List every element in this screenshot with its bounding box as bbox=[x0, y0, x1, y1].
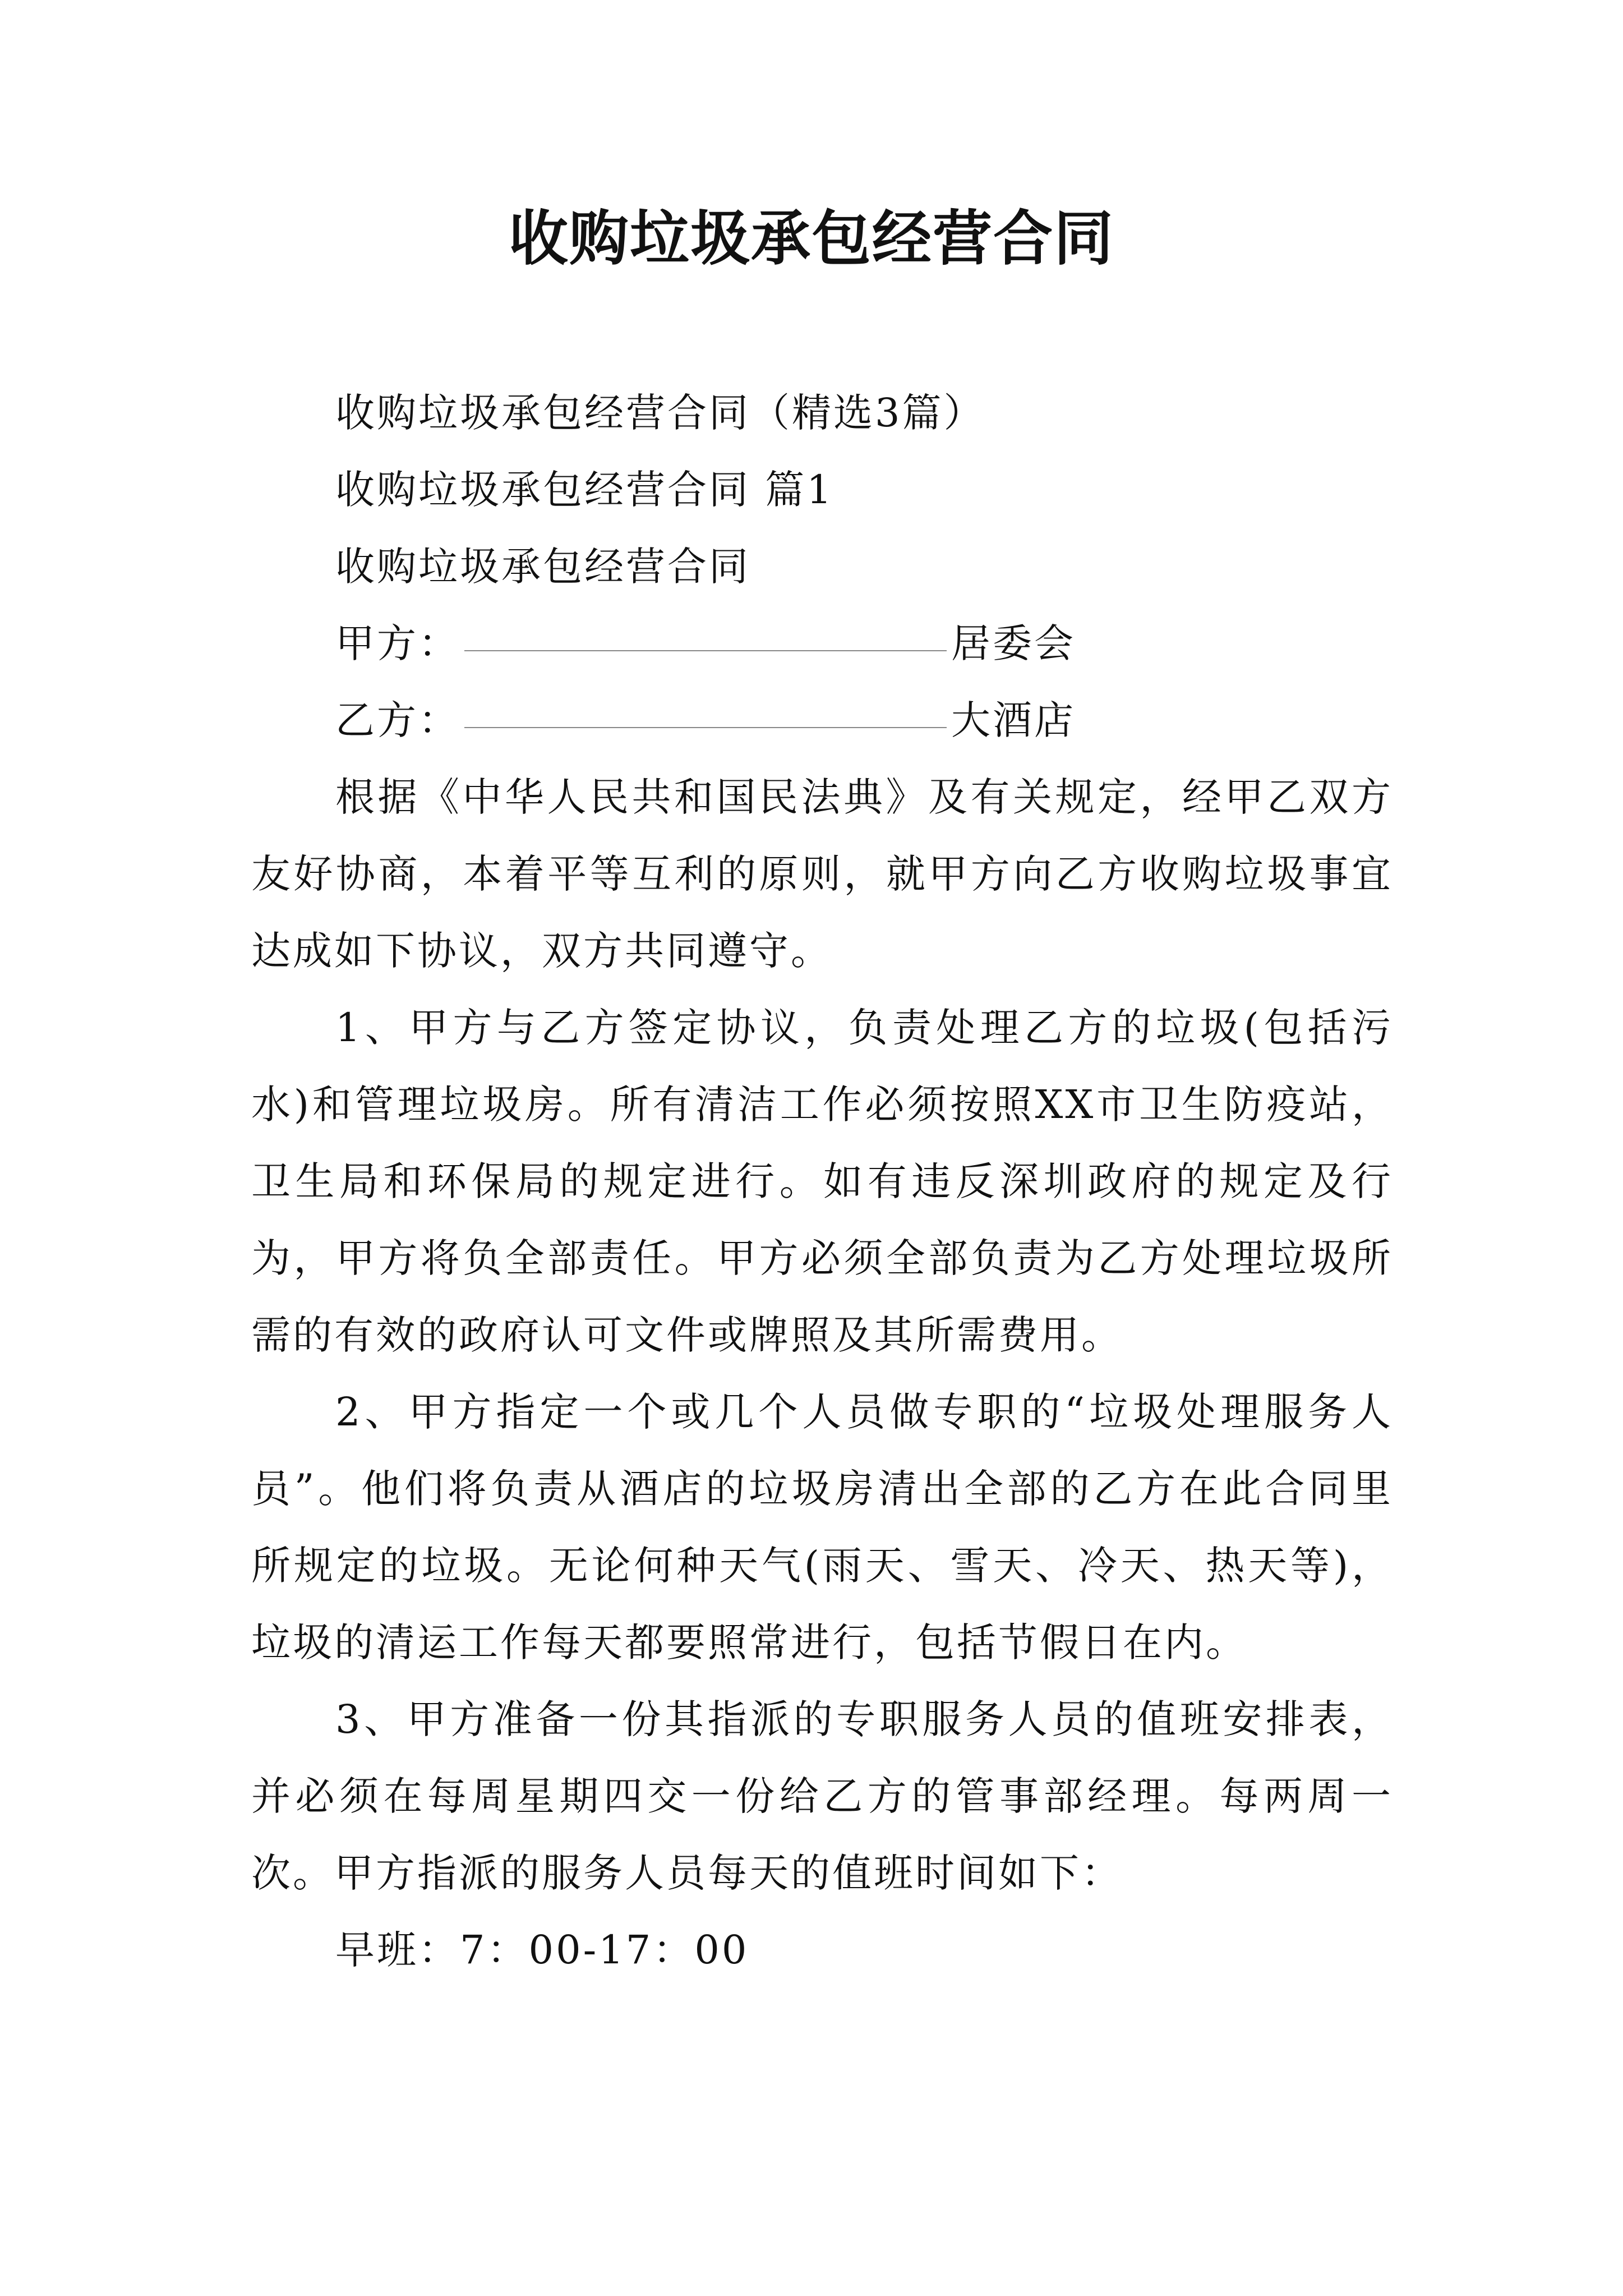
paragraph-preamble: 根据《中华人民共和国民法典》及有关规定，经甲乙双方友好协商，本着平等互利的原则，就甲方向乙方收购垃圾事宜达成如下协议，双方共同遵守。 bbox=[251, 774, 1393, 974]
document-body bbox=[251, 375, 1393, 1989]
paragraph-clause-2: 2、甲方指定一个或几个人员做专职的“垃圾处理服务人员”。他们将负责从酒店的垃圾房清出全部的乙方在此合同里所规定的垃圾。无论何种天气(雨天、雪天、冷天、热天等)，垃圾的清运工作每天都要照常进行，包括节假日在内。 bbox=[251, 1389, 1393, 1665]
party-b-blank bbox=[464, 726, 947, 728]
party-a-line bbox=[251, 605, 1393, 682]
party-a-label: 甲方： bbox=[335, 620, 460, 666]
paragraph-clause-1: 1、甲方与乙方签定协议，负责处理乙方的垃圾(包括污水)和管理垃圾房。所有清洁工作必须按照XX市卫生防疫站，卫生局和环保局的规定进行。如有违反深圳政府的规定及行为，甲方将负全部责任。甲方必须全部负责为乙方处理垃圾所需的有效的政府认可文件或牌照及其所需费用。 bbox=[251, 1005, 1393, 1358]
section-heading: 收购垃圾承包经营合同 篇1 bbox=[335, 467, 834, 513]
party-b-label: 乙方： bbox=[335, 697, 460, 743]
document-subtitle: 收购垃圾承包经营合同（精选3篇） bbox=[335, 390, 985, 436]
document-title: 收购垃圾承包经营合同 bbox=[509, 203, 1114, 273]
party-a-suffix: 居委会 bbox=[951, 620, 1076, 666]
party-b-suffix: 大酒店 bbox=[951, 697, 1076, 743]
contract-name: 收购垃圾承包经营合同 bbox=[335, 544, 750, 590]
party-a-blank bbox=[464, 650, 947, 651]
shift-line: 早班：7：00-17：00 bbox=[335, 1927, 749, 1973]
paragraph-clause-3: 3、甲方准备一份其指派的专职服务人员的值班安排表，并必须在每周星期四交一份给乙方的管事部经理。每两周一次。甲方指派的服务人员每天的值班时间如下： bbox=[251, 1696, 1393, 1896]
party-b-line bbox=[251, 682, 1393, 759]
